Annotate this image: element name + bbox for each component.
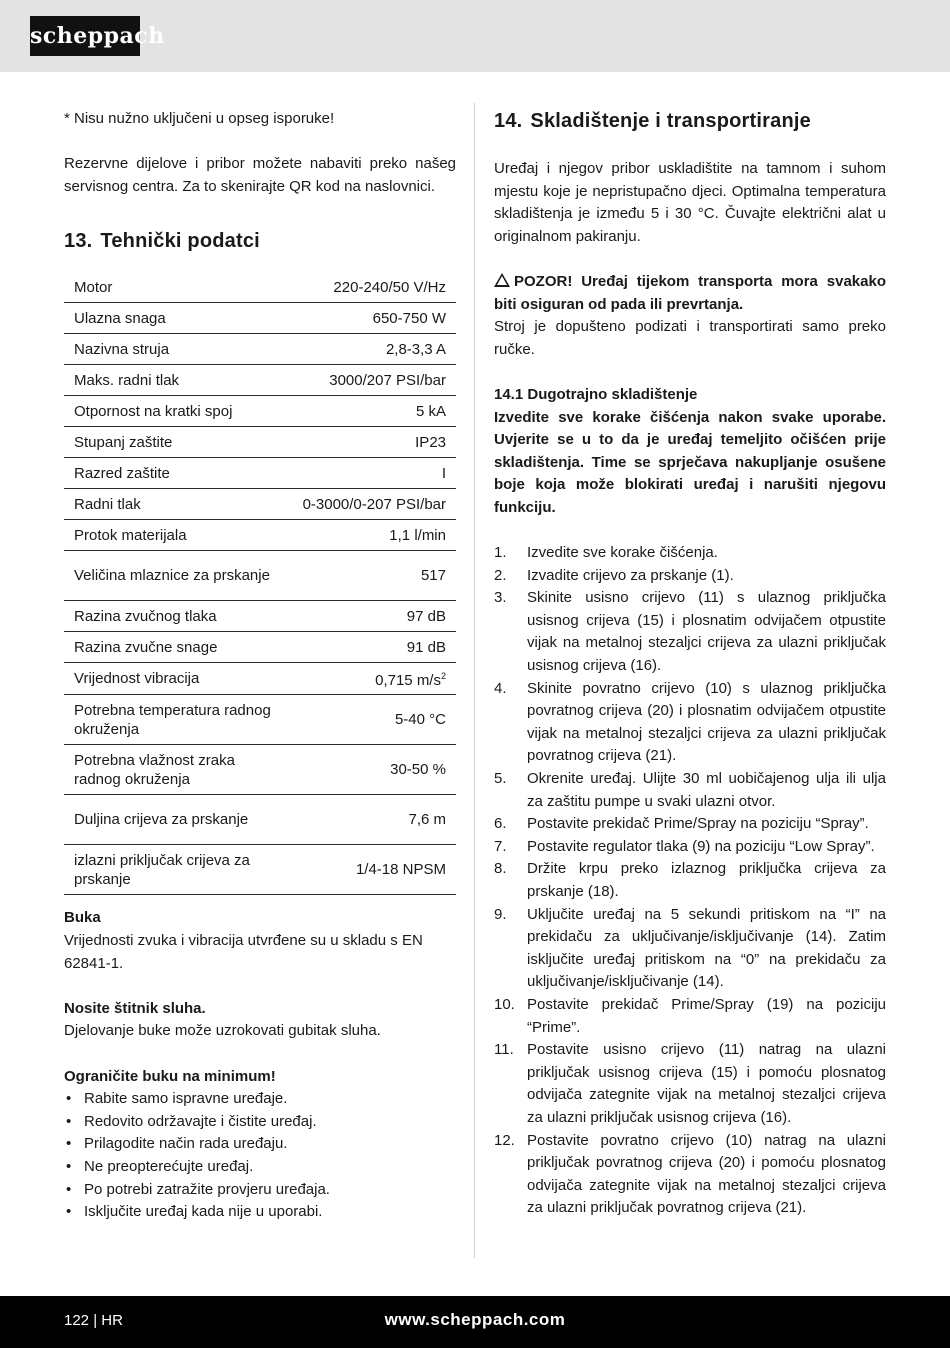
list-item: 6. Postavite prekidač Prime/Spray na poziciju “Spray”. [494, 815, 869, 833]
spec-value: IP23 [293, 427, 456, 458]
spec-value: 2,8-3,3 A [293, 334, 456, 365]
long-term-storage-heading: 14.1 Dugotrajno skladištenje [494, 385, 698, 403]
scheppach-logo: scheppach [30, 16, 140, 56]
list-item: 1. Izvedite sve korake čišćenja. [494, 544, 718, 562]
spec-label: Potrebna vlažnost zraka radnog okruženja [64, 745, 293, 795]
list-item: • Rabite samo ispravne uređaje. [64, 1088, 456, 1111]
spec-value: 3000/207 PSI/bar [293, 365, 456, 396]
list-item: 11. Postavite usisno crijevo (11) natrag na ulazni priključak usisnog crijeva (15) i pomoću plosnatog odvijača zategnite vijak na metalnoj stezaljci crijeva za ulazni priključak usisnog crijeva (16). [494, 1041, 886, 1126]
spec-label: Radni tlak [64, 489, 293, 520]
spec-value: 0-3000/0-207 PSI/bar [293, 489, 456, 520]
table-row [64, 520, 456, 551]
delivery-note: * Nisu nužno uključeni u opseg isporuke! [64, 110, 335, 127]
spec-value: 220-240/50 V/Hz [293, 272, 456, 303]
section-number: 14. [494, 110, 523, 132]
table-row [64, 489, 456, 520]
list-item: 7. Postavite regulator tlaka (9) na poziciju “Low Spray”. [494, 837, 875, 855]
storage-heading [494, 108, 886, 134]
spec-value: 91 dB [293, 632, 456, 663]
list-item: 5. Okrenite uređaj. Ulijte 30 ml uobičajenog ulja ili ulja za zaštitu pumpe u svaki ulazni otvor. [494, 770, 886, 810]
spec-value: I [293, 458, 456, 489]
noise-limit-title: Ograničite buku na minimum! [64, 1067, 276, 1085]
spec-label: Stupanj zaštite [64, 427, 293, 458]
warning-bold-text: POZOR! Uređaj tijekom transporta mora svakako biti osiguran od pada ili prevrtanja. [494, 272, 886, 313]
table-row [64, 601, 456, 632]
spec-label: Motor [64, 272, 293, 303]
list-item: • Isključite uređaj kada nije u uporabi. [64, 1201, 456, 1224]
spec-label: Razina zvučnog tlaka [64, 601, 293, 632]
list-item: 12. Postavite povratno crijevo (10) natrag na ulazni priključak povratnog crijeva (20) i pomoću plosnatog odvijača zategnite vijak na metalnoj stezaljci crijeva za ulazni priključak povratnog crijeva (21). [494, 1131, 886, 1217]
warning-icon [494, 273, 510, 287]
spec-label: Vrijednost vibracija [64, 663, 293, 695]
left-column [64, 108, 456, 1224]
transport-warning [494, 271, 886, 316]
spec-value: 0,715 $m/s^2$ [293, 663, 456, 695]
spec-value: 30-50 % [293, 745, 456, 795]
list-item: • Prilagodite način rada uređaju. [64, 1133, 456, 1156]
spec-value: 97 dB [293, 601, 456, 632]
list-item: • Ne preopterećujte uređaj. [64, 1156, 456, 1179]
section-number: 13. [64, 230, 93, 253]
table-row [64, 458, 456, 489]
spare-parts-text: Rezervne dijelove i pribor možete nabaviti preko našeg servisnog centra. Za to skenirajte QR kod na naslovnici. [64, 155, 456, 195]
page-header [0, 0, 950, 72]
spec-label: Razina zvučne snage [64, 632, 293, 663]
spec-value: 1/4-18 NPSM [293, 845, 456, 895]
column-divider [474, 103, 475, 1258]
table-row [64, 845, 456, 895]
list-item: 3. Skinite usisno crijevo (11) s ulaznog priključka usisnog crijeva (15) i plosnatim odvijačem otpustite vijak na metalnoj stezaljci crijeva za ulazni priključak usisnog crijeva (16). [494, 589, 886, 675]
spec-label: Razred zaštite [64, 458, 293, 489]
table-row [64, 551, 456, 601]
page-number: 122 | HR [64, 1312, 123, 1329]
spec-value: 5-40 °C [293, 695, 456, 745]
table-row [64, 695, 456, 745]
tech-data-heading [64, 228, 456, 254]
spec-label: Ulazna snaga [64, 303, 293, 334]
list-item: 4. Skinite povratno crijevo (10) s ulaznog priključka povratnog crijeva (20) i plosnatim odvijačem otpustite vijak na metalnoj stezaljci crijeva za ulazni priključak povratnog crijeva (21). [494, 679, 886, 765]
spec-label: Maks. radni tlak [64, 365, 293, 396]
spec-label: Nazivna struja [64, 334, 293, 365]
transport-note: Stroj je dopušteno podizati i transportirati samo preko ručke. [494, 318, 886, 358]
spec-label: Potrebna temperatura radnog okruženja [64, 695, 293, 745]
list-item: 2. Izvadite crijevo za prskanje (1). [494, 566, 734, 584]
spec-value: 7,6 m [293, 795, 456, 845]
storage-intro: Uređaj i njegov pribor uskladištite na tamnom i suhom mjestu koje je nepristupačno djeci. Optimalna temperatura skladištenja je između 5 i 30 °C. Čuvajte električni alat u originalnom pakiranju. [494, 160, 886, 245]
section-title: Skladištenje i transportiranje [530, 110, 811, 132]
ear-protection-title: Nosite štitnik sluha. [64, 999, 206, 1017]
table-row [64, 396, 456, 427]
table-row [64, 365, 456, 396]
section-title: Tehnički podatci [100, 230, 260, 253]
list-item: • Po potrebi zatražite provjeru uređaja. [64, 1179, 456, 1202]
noise-limit-list [64, 1088, 456, 1224]
spec-value: 1,1 l/min [293, 520, 456, 551]
right-column [494, 108, 886, 1220]
table-row [64, 427, 456, 458]
spec-value: 650-750 W [293, 303, 456, 334]
website-link[interactable]: www.scheppach.com [384, 1310, 566, 1329]
spec-label: Duljina crijeva za prskanje [64, 795, 293, 845]
spec-value: 5 kA [293, 396, 456, 427]
long-term-storage-intro: Izvedite sve korake čišćenja nakon svake uporabe. Uvjerite se u to da je uređaj temeljito očišćen prije skladištenja. Time se sprječava nakupljanje osušene boje koja može blokirati uređaj i narušiti njegovu funkciju. [494, 408, 886, 516]
page-footer [0, 1296, 950, 1348]
tech-data-table [64, 272, 456, 895]
table-row [64, 745, 456, 795]
spec-value: 517 [293, 551, 456, 601]
table-row [64, 795, 456, 845]
spec-label: Veličina mlaznice za prskanje [64, 551, 293, 601]
table-row [64, 632, 456, 663]
table-row [64, 303, 456, 334]
spec-label: izlazni priključak crijeva za prskanje [64, 845, 293, 895]
table-row [64, 334, 456, 365]
noise-text: Vrijednosti zvuka i vibracija utvrđene su u skladu s EN 62841-1. [64, 931, 423, 972]
list-item: 10. Postavite prekidač Prime/Spray (19) na poziciju “Prime”. [494, 995, 886, 1036]
list-item: • Redovito održavajte i čistite uređaj. [64, 1111, 456, 1134]
noise-title: Buka [64, 909, 101, 927]
list-item: 9. Uključite uređaj na 5 sekundi pritiskom na “I” na prekidaču za uključivanje/isključivanje (14). Zatim isključite uređaj pritiskom na “0” na prekidaču za uključivanje/isključivanje (14). [494, 905, 886, 991]
table-row [64, 663, 456, 695]
list-item: 8. Držite krpu preko izlaznog priključka crijeva za prskanje (18). [494, 860, 886, 900]
storage-steps [494, 542, 886, 1220]
spec-label: Protok materijala [64, 520, 293, 551]
spec-label: Otpornost na kratki spoj [64, 396, 293, 427]
table-row [64, 272, 456, 303]
ear-protection-text: Djelovanje buke može uzrokovati gubitak sluha. [64, 1022, 381, 1040]
